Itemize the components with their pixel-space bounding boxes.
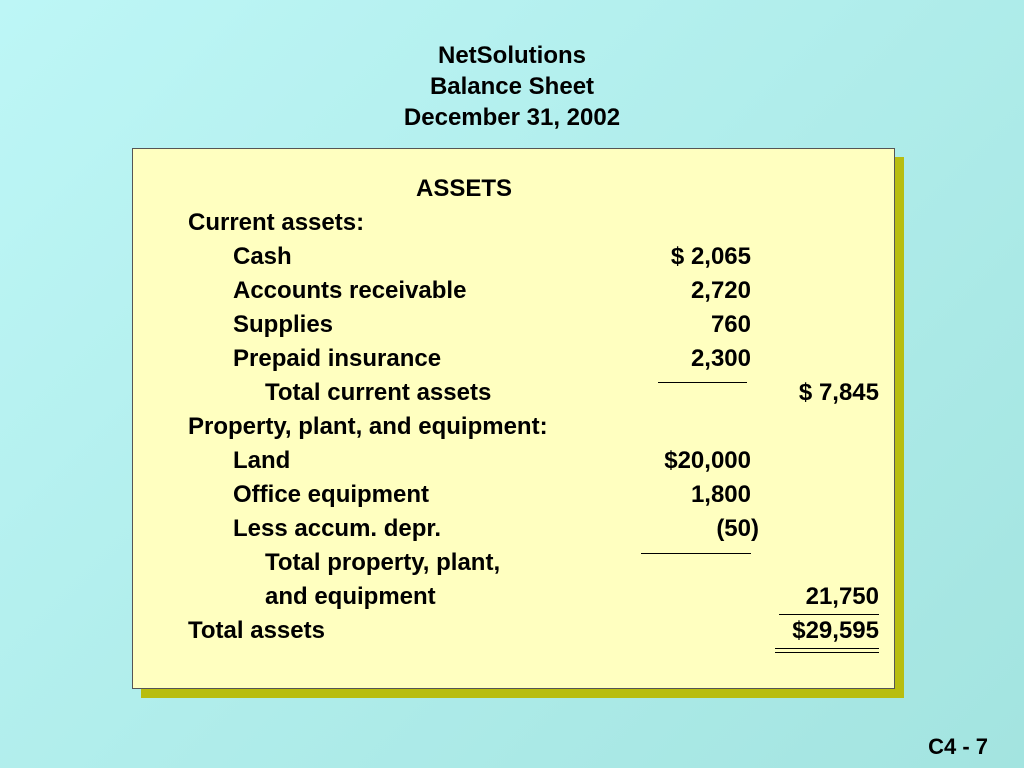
line-item-amount: 760 (710, 311, 751, 338)
total-ppe-amount: 21,750 (805, 583, 879, 610)
line-item-amount: 2,300 (690, 345, 751, 372)
total-current-assets-label: Total current assets (265, 379, 492, 406)
assets-heading: ASSETS (416, 175, 513, 202)
line-item-label: Cash (233, 243, 292, 270)
statement-date: December 31, 2002 (403, 104, 621, 131)
line-item-label: Less accum. depr. (233, 515, 442, 542)
balance-sheet-panel (132, 148, 895, 689)
line-item-label: Land (233, 447, 291, 474)
total-current-assets-amount: $ 7,845 (798, 379, 879, 406)
current-assets-heading: Current assets: (188, 209, 365, 236)
total-rule (779, 614, 879, 615)
slide-number: C4 - 7 (928, 734, 988, 759)
double-underline-top (775, 648, 879, 649)
total-assets-label: Total assets (188, 617, 325, 644)
line-item-label: Prepaid insurance (233, 345, 442, 372)
total-ppe-label-line1: Total property, plant, (265, 549, 501, 576)
statement-title: Balance Sheet (429, 73, 595, 100)
statement-header (0, 40, 1024, 133)
line-item-label: Accounts receivable (233, 277, 467, 304)
line-item-label: Office equipment (233, 481, 430, 508)
line-item-amount: $ 2,065 (670, 243, 751, 270)
line-item-amount: 2,720 (690, 277, 751, 304)
total-assets-amount: $29,595 (792, 617, 879, 644)
total-ppe-label-line2: and equipment (265, 583, 436, 610)
line-item-label: Supplies (233, 311, 334, 338)
ppe-heading: Property, plant, and equipment: (188, 413, 548, 440)
line-item-amount: (50) (716, 515, 759, 542)
double-underline-bottom (775, 652, 879, 653)
subtotal-rule (641, 553, 751, 554)
line-item-amount: 1,800 (690, 481, 751, 508)
company-name: NetSolutions (438, 42, 586, 69)
line-item-amount: $20,000 (664, 447, 751, 474)
